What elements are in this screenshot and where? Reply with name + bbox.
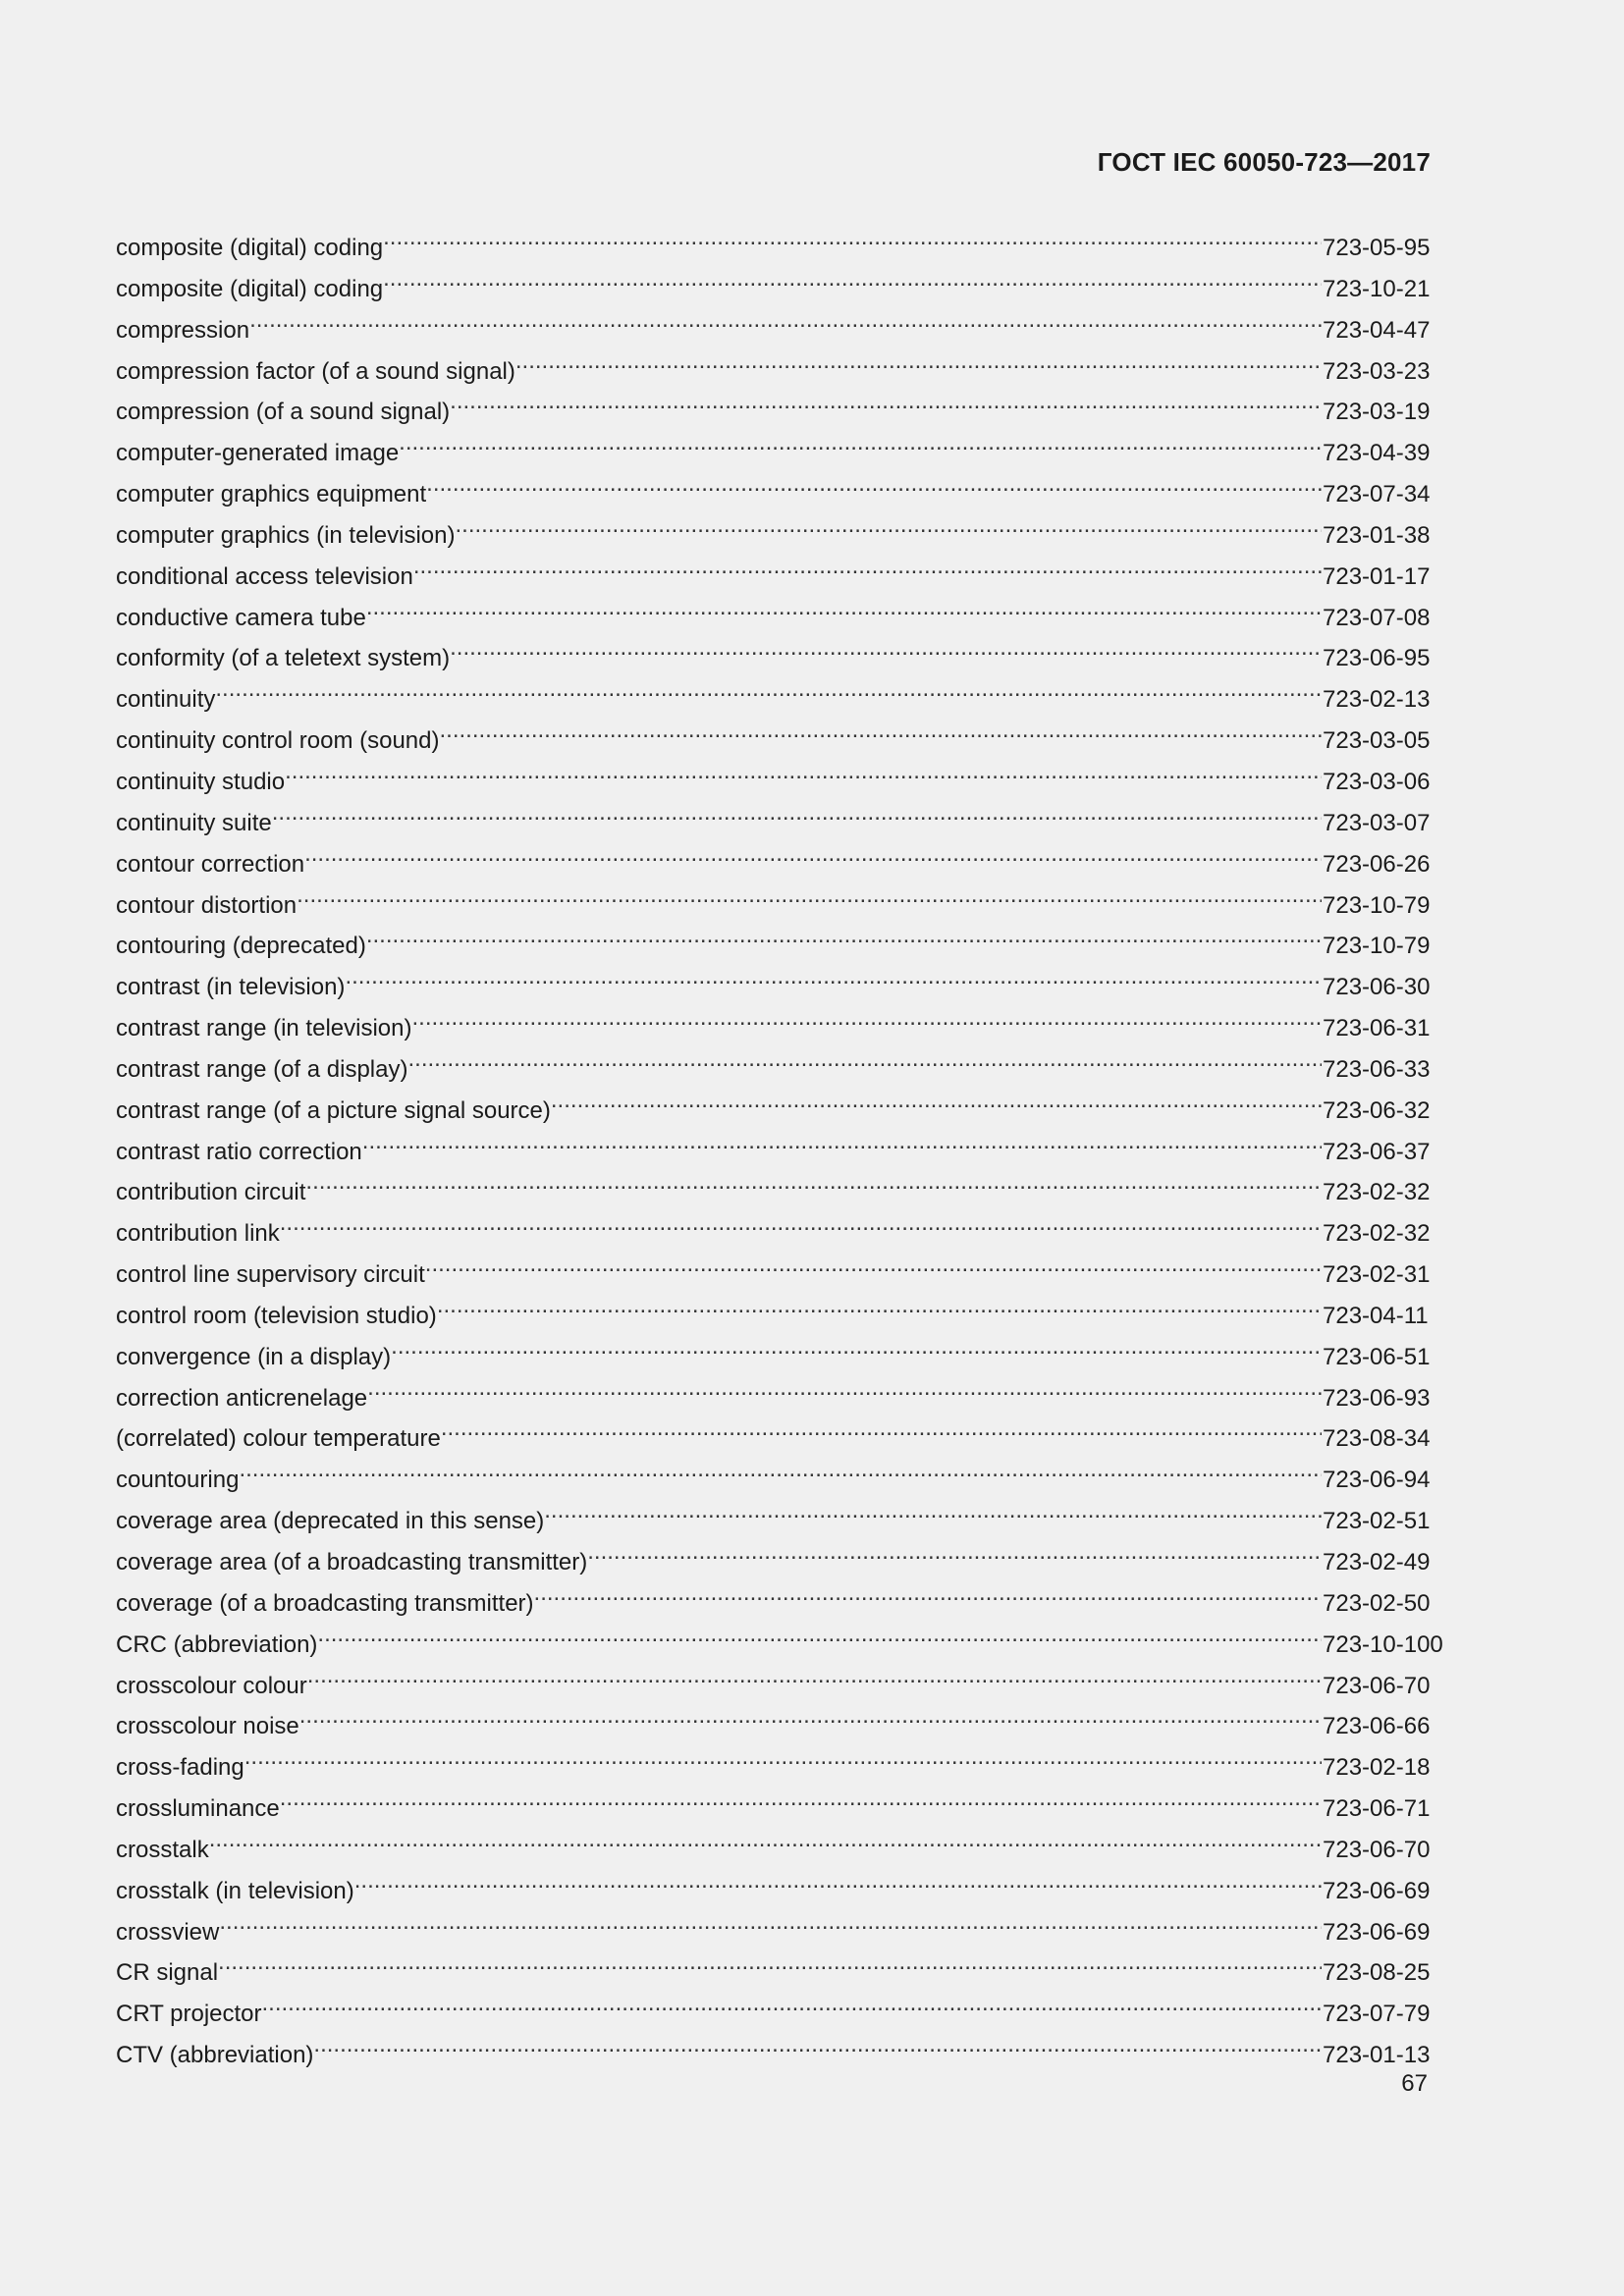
index-entry — [116, 1416, 1451, 1458]
entry-term: CTV (abbreviation) — [116, 2042, 314, 2069]
entry-term: conductive camera tube — [116, 604, 366, 631]
entry-term: compression factor (of a sound signal) — [116, 357, 515, 385]
index-entry — [116, 1950, 1451, 1992]
page-number: 67 — [1401, 2070, 1428, 2097]
entry-reference-number: 723-03-19 — [1323, 399, 1431, 426]
entry-term: compression (of a sound signal) — [116, 399, 451, 426]
dot-leader — [244, 1745, 1322, 1775]
entry-reference-number: 723-02-50 — [1323, 1589, 1431, 1617]
entry-term: computer graphics equipment — [116, 481, 427, 508]
dot-leader — [367, 1376, 1322, 1406]
index-entry — [116, 1581, 1451, 1623]
dot-leader — [450, 636, 1322, 666]
dot-leader — [399, 431, 1322, 460]
entry-reference-number: 723-10-79 — [1323, 933, 1431, 960]
entry-reference-number: 723-02-13 — [1323, 686, 1431, 714]
entry-term: coverage area (deprecated in this sense) — [116, 1508, 545, 1535]
entry-term: countouring — [116, 1467, 240, 1494]
entry-term: continuity studio — [116, 768, 286, 795]
entry-reference-number: 723-07-08 — [1323, 604, 1431, 631]
entry-term: contrast range (of a display) — [116, 1055, 408, 1083]
index-entry — [116, 719, 1451, 760]
entry-reference-number: 723-02-51 — [1323, 1508, 1431, 1535]
entry-reference-number: 723-04-39 — [1323, 440, 1431, 467]
entry-term: compression — [116, 316, 250, 344]
dot-leader — [313, 2033, 1322, 2062]
entry-term: coverage area (of a broadcasting transmitter) — [116, 1549, 588, 1575]
entry-reference-number: 723-10-79 — [1323, 891, 1431, 919]
dot-leader — [219, 1910, 1322, 1940]
dot-leader — [534, 1581, 1322, 1611]
index-entry — [116, 1211, 1451, 1253]
dot-leader — [383, 226, 1322, 255]
dot-leader — [239, 1458, 1322, 1487]
dot-leader — [304, 842, 1322, 872]
index-entry — [116, 677, 1451, 719]
dot-leader — [345, 965, 1322, 994]
entry-reference-number: 723-06-93 — [1323, 1384, 1431, 1412]
entry-reference-number: 723-02-32 — [1323, 1220, 1431, 1248]
entry-reference-number: 723-06-70 — [1323, 1836, 1431, 1863]
entry-term: computer-generated image — [116, 440, 400, 467]
entry-term: continuity suite — [116, 809, 272, 836]
entry-reference-number: 723-10-21 — [1323, 275, 1431, 302]
entry-reference-number: 723-01-13 — [1323, 2042, 1431, 2069]
entry-term: computer graphics (in television) — [116, 521, 456, 549]
entry-term: convergence (in a display) — [116, 1343, 392, 1370]
dot-leader — [439, 719, 1322, 748]
entry-reference-number: 723-03-07 — [1323, 809, 1431, 836]
dot-leader — [209, 1828, 1322, 1857]
entry-term: cross-fading — [116, 1754, 244, 1782]
entry-reference-number: 723-06-51 — [1323, 1343, 1431, 1370]
dot-leader — [299, 1704, 1322, 1734]
index-entry — [116, 513, 1451, 555]
index-entry — [116, 1047, 1451, 1089]
entry-term: continuity control room (sound) — [116, 727, 440, 755]
entry-term: CR signal — [116, 1959, 219, 1987]
entry-reference-number: 723-03-06 — [1323, 768, 1431, 795]
entry-reference-number: 723-06-26 — [1323, 850, 1431, 878]
entry-term: crossluminance — [116, 1795, 280, 1823]
entry-reference-number: 723-06-70 — [1323, 1672, 1431, 1699]
entry-term: CRT projector — [116, 2001, 262, 2028]
index-entry — [116, 1335, 1451, 1376]
entry-reference-number: 723-06-94 — [1323, 1467, 1431, 1494]
entry-term: control room (television studio) — [116, 1302, 437, 1329]
entry-term: contour distortion — [116, 891, 298, 919]
entry-reference-number: 723-03-23 — [1323, 357, 1431, 385]
entry-term: control line supervisory circuit — [116, 1261, 425, 1289]
entry-term: composite (digital) coding — [116, 235, 384, 261]
entry-reference-number: 723-06-31 — [1323, 1015, 1431, 1042]
entry-reference-number: 723-08-34 — [1323, 1425, 1431, 1453]
index-entry — [116, 1294, 1451, 1335]
dot-leader — [354, 1869, 1322, 1898]
dot-leader — [285, 760, 1322, 789]
index-entry — [116, 1704, 1451, 1745]
index-entry — [116, 472, 1451, 513]
index-entry — [116, 924, 1451, 965]
dot-leader — [413, 555, 1322, 584]
index-entry — [116, 555, 1451, 596]
entry-reference-number: 723-05-95 — [1323, 235, 1431, 261]
dot-leader — [366, 596, 1322, 625]
dot-leader — [362, 1130, 1322, 1159]
term-index-list — [116, 226, 1451, 2074]
entry-reference-number: 723-06-71 — [1323, 1795, 1431, 1823]
dot-leader — [272, 801, 1322, 830]
index-entry — [116, 1623, 1451, 1664]
index-entry — [116, 801, 1451, 842]
entry-reference-number: 723-02-49 — [1323, 1549, 1431, 1575]
index-entry — [116, 1130, 1451, 1171]
index-entry — [116, 1664, 1451, 1705]
document-header-title: ГОСТ IEC 60050-723—2017 — [1097, 147, 1431, 177]
entry-term: contribution circuit — [116, 1179, 306, 1206]
dot-leader — [411, 1006, 1322, 1036]
index-entry — [116, 1089, 1451, 1130]
index-entry — [116, 1540, 1451, 1581]
dot-leader — [262, 1992, 1323, 2021]
index-entry — [116, 965, 1451, 1006]
entry-term: composite (digital) coding — [116, 275, 384, 302]
entry-reference-number: 723-10-100 — [1323, 1630, 1443, 1658]
entry-term: crosscolour colour — [116, 1672, 307, 1699]
index-entry — [116, 349, 1451, 391]
dot-leader — [587, 1540, 1322, 1570]
entry-reference-number: 723-01-17 — [1323, 562, 1431, 590]
index-entry — [116, 596, 1451, 637]
entry-term: contrast range (in television) — [116, 1015, 412, 1042]
index-entry — [116, 390, 1451, 431]
dot-leader — [307, 1664, 1322, 1693]
index-entry — [116, 1828, 1451, 1869]
dot-leader — [426, 472, 1322, 502]
entry-term: contrast (in television) — [116, 974, 346, 1001]
index-entry — [116, 226, 1451, 267]
dot-leader — [455, 513, 1322, 543]
entry-term: contour correction — [116, 850, 305, 878]
entry-reference-number: 723-06-66 — [1323, 1713, 1431, 1740]
entry-term: contrast ratio correction — [116, 1138, 362, 1165]
index-entry — [116, 1006, 1451, 1047]
index-entry — [116, 1253, 1451, 1294]
entry-term: correction anticrenelage — [116, 1384, 368, 1412]
dot-leader — [305, 1170, 1322, 1200]
dot-leader — [450, 390, 1322, 419]
dot-leader — [391, 1335, 1322, 1364]
entry-term: crosscolour noise — [116, 1713, 299, 1740]
entry-reference-number: 723-03-05 — [1323, 727, 1431, 755]
entry-term: continuity — [116, 686, 216, 714]
entry-reference-number: 723-06-33 — [1323, 1055, 1431, 1083]
index-entry — [116, 267, 1451, 308]
entry-term: contouring (deprecated) — [116, 933, 366, 960]
dot-leader — [280, 1787, 1322, 1816]
dot-leader — [366, 924, 1322, 953]
dot-leader — [515, 349, 1322, 379]
entry-reference-number: 723-06-95 — [1323, 645, 1431, 672]
entry-term: (correlated) colour temperature — [116, 1425, 441, 1453]
entry-reference-number: 723-07-79 — [1323, 2001, 1431, 2028]
entry-reference-number: 723-04-47 — [1323, 316, 1431, 344]
dot-leader — [407, 1047, 1322, 1077]
entry-term: conformity (of a teletext system) — [116, 645, 451, 672]
entry-term: contribution link — [116, 1220, 280, 1248]
index-entry — [116, 1745, 1451, 1787]
dot-leader — [297, 883, 1322, 913]
entry-reference-number: 723-01-38 — [1323, 521, 1431, 549]
dot-leader — [425, 1253, 1322, 1282]
dot-leader — [437, 1294, 1322, 1323]
entry-term: crosstalk — [116, 1836, 209, 1863]
dot-leader — [218, 1950, 1322, 1980]
entry-reference-number: 723-07-34 — [1323, 481, 1431, 508]
index-entry — [116, 1910, 1451, 1951]
dot-leader — [441, 1416, 1322, 1446]
entry-term: CRC (abbreviation) — [116, 1630, 318, 1658]
dot-leader — [249, 308, 1322, 338]
entry-reference-number: 723-06-69 — [1323, 1918, 1431, 1946]
entry-reference-number: 723-06-32 — [1323, 1096, 1431, 1124]
index-entry — [116, 1499, 1451, 1540]
dot-leader — [215, 677, 1322, 707]
entry-reference-number: 723-02-18 — [1323, 1754, 1431, 1782]
index-entry — [116, 308, 1451, 349]
entry-reference-number: 723-06-30 — [1323, 974, 1431, 1001]
entry-reference-number: 723-04-11 — [1323, 1302, 1429, 1329]
index-entry — [116, 1869, 1451, 1910]
entry-reference-number: 723-08-25 — [1323, 1959, 1431, 1987]
entry-term: coverage (of a broadcasting transmitter) — [116, 1589, 534, 1617]
index-entry — [116, 1458, 1451, 1499]
entry-term: crosstalk (in television) — [116, 1877, 354, 1904]
dot-leader — [317, 1623, 1322, 1652]
index-entry — [116, 842, 1451, 883]
entry-reference-number: 723-02-32 — [1323, 1179, 1431, 1206]
index-entry — [116, 1170, 1451, 1211]
entry-reference-number: 723-02-31 — [1323, 1261, 1431, 1289]
index-entry — [116, 1992, 1451, 2033]
dot-leader — [280, 1211, 1322, 1241]
index-entry — [116, 760, 1451, 801]
dot-leader — [551, 1089, 1322, 1118]
index-entry — [116, 2033, 1451, 2074]
entry-term: crossview — [116, 1918, 220, 1946]
index-entry — [116, 1787, 1451, 1828]
index-entry — [116, 431, 1451, 472]
dot-leader — [383, 267, 1322, 296]
entry-term: conditional access television — [116, 562, 413, 590]
dot-leader — [544, 1499, 1322, 1528]
index-entry — [116, 1376, 1451, 1417]
index-entry — [116, 883, 1451, 925]
entry-term: contrast range (of a picture signal source) — [116, 1096, 551, 1124]
entry-reference-number: 723-06-69 — [1323, 1877, 1431, 1904]
entry-reference-number: 723-06-37 — [1323, 1138, 1431, 1165]
index-entry — [116, 636, 1451, 677]
